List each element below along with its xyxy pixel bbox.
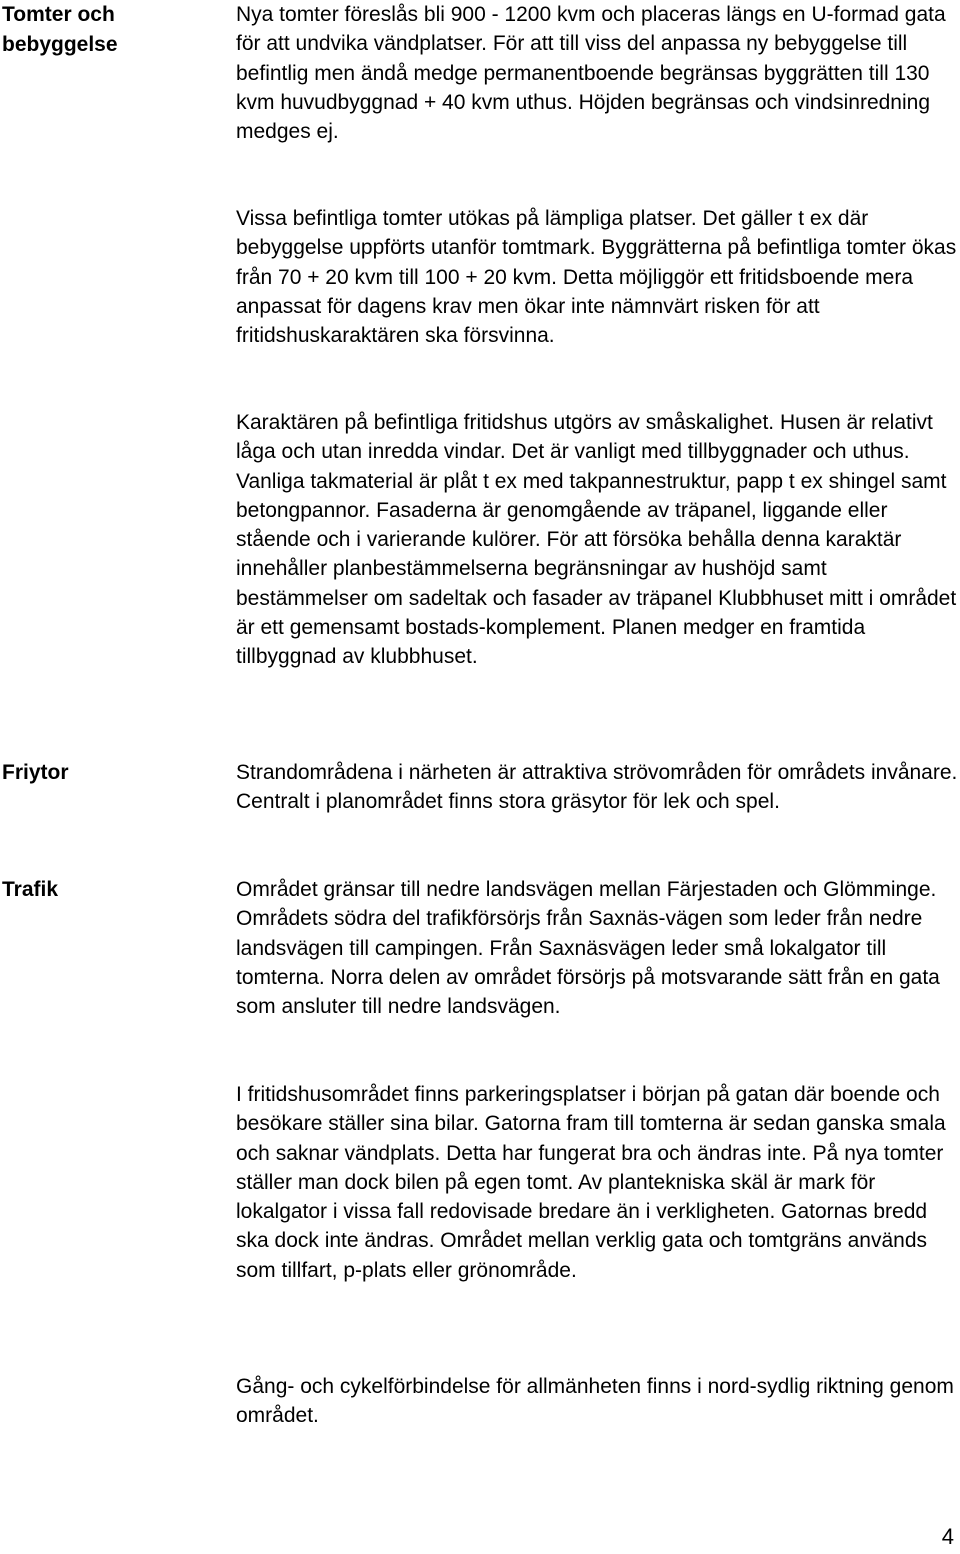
section-label-friytor: Friytor	[2, 761, 69, 784]
paragraph-trafik-3: Gång- och cykelförbindelse för allmänheten finns i nord-sydlig riktning genom området.	[236, 1375, 954, 1428]
section-label-bebyggelse	[2, 0, 118, 60]
page-number: 4	[941, 1524, 954, 1549]
paragraph-bebyggelse-2: Vissa befintliga tomter utökas på lämpliga platser. Det gäller t ex där bebyggelse uppförts utanför tomtmark. Byggrätterna på befintliga tomter ökas från 70 + 20 kvm till 100 + 20 kvm. Detta möjliggör ett fritidsboende mera anpassat för dagens krav men ökar inte nämnvärt risken för att fritidshuskaraktären ska försvinna.	[236, 207, 957, 348]
paragraph-bebyggelse-3: Karaktären på befintliga fritidshus utgörs av småskalighet. Husen är relativt låga och utan inredda vindar. Det är vanligt med tillbyggnader och uthus. Vanliga takmaterial är plåt t ex med takpannestruktur, papp t ex shingel samt betongpannor. Fasaderna är genomgående av träpanel, liggande eller stående och i varierande kulörer. För att försöka behålla denna karaktär innehåller planbestämmelserna begränsningar av hushöjd samt bestämmelser om sadeltak och fasader av träpanel Klubbhuset mitt i området är ett gemensamt bostads-komplement. Planen medger en framtida tillbyggnad av klubbhuset.	[236, 411, 957, 669]
section-label-line: Tomter och	[2, 3, 115, 26]
section-label-line: bebyggelse	[2, 33, 118, 56]
paragraph-bebyggelse-1: Nya tomter föreslås bli 900 - 1200 kvm och placeras längs en U-formad gata för att undvika vändplatser. För att till viss del anpassa ny bebyggelse till befintlig men ändå medge permanentboende begränsas byggrätten till 130 kvm huvudbyggnad + 40 kvm uthus. Höjden begränsas och vindsinredning medges ej.	[236, 3, 946, 144]
paragraph-trafik-1: Området gränsar till nedre landsvägen mellan Färjestaden och Glömminge. Områdets södra del trafikförsörjs från Saxnäs-vägen som leder från nedre landsvägen till campingen. Från Saxnäsvägen leder små lokalgator till tomterna. Norra delen av området försörjs på motsvarande sätt från en gata som ansluter till nedre landsvägen.	[236, 878, 940, 1019]
section-label-trafik: Trafik	[2, 878, 59, 901]
paragraph-trafik-2: I fritidshusområdet finns parkeringsplatser i början på gatan där boende och besökare ställer sina bilar. Gatorna fram till tomterna är sedan ganska smala och saknar vändplats. Detta har fungerat bra och ändras inte. På nya tomter ställer man dock bilen på egen tomt. Av plantekniska skäl är mark för lokalgator i vissa fall redovisade bredare än i verkligheten. Gatornas bredd ska dock inte ändras. Området mellan verklig gata och tomtgräns används som tillfart, p-plats eller grönområde.	[236, 1083, 946, 1282]
paragraph-friytor-1: Strandområdena i närheten är attraktiva strövområden för områdets invånare. Centralt i planområdet finns stora gräsytor för lek och spel.	[236, 761, 958, 814]
